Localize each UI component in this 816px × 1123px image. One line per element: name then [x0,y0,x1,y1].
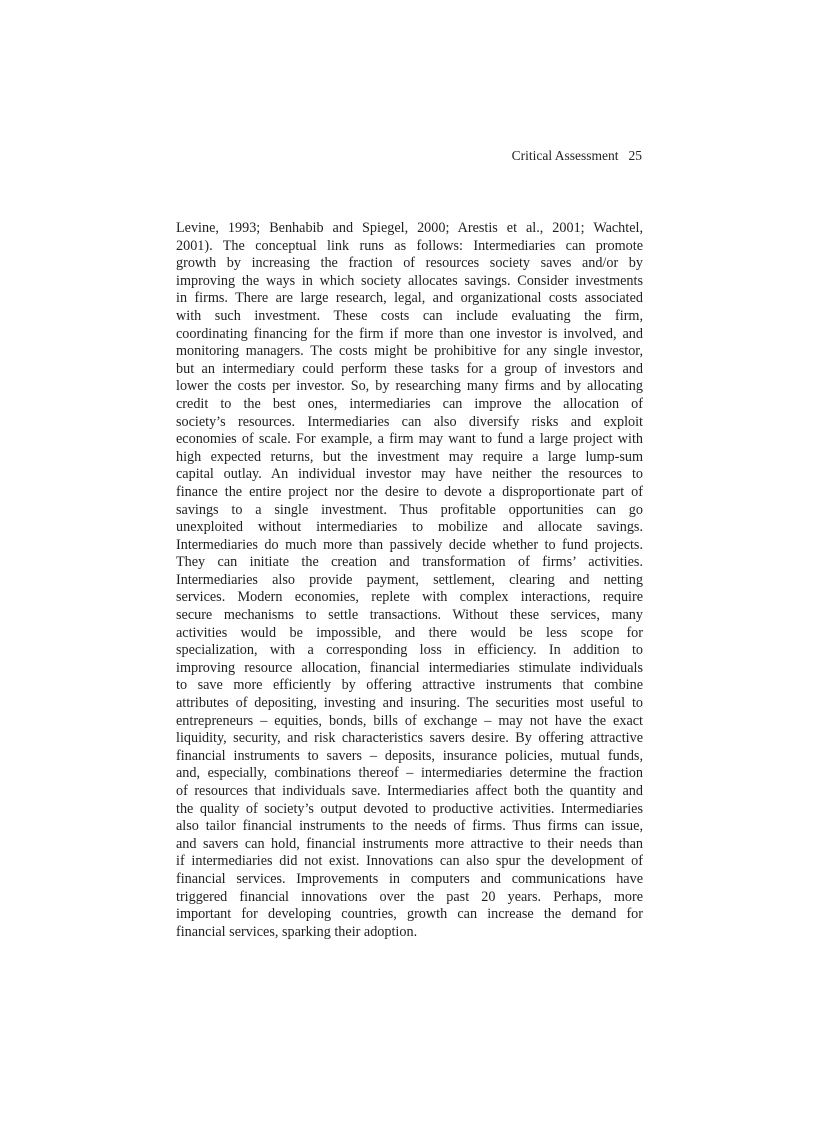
text-line: attributes of depositing, investing and insuring. The securities most useful to [176,695,643,712]
text-line: savings to a single investment. Thus profitable opportunities can go [176,501,643,518]
text-line: the quality of society’s output devoted to productive activities. Intermediaries [176,800,643,817]
text-line: high expected returns, but the investment may require a large lump-sum [176,448,643,465]
text-line: society’s resources. Intermediaries can also diversify risks and exploit [176,413,643,430]
text-line: finance the entire project nor the desire to devote a disproportionate part of [176,483,643,500]
text-line: Intermediaries do much more than passively decide whether to fund projects. [176,536,643,553]
text-line: and, especially, combinations thereof – intermediaries determine the fraction [176,765,643,782]
text-line: financial instruments to savers – deposits, insurance policies, mutual funds, [176,747,643,764]
running-head-title: Critical Assessment [511,148,619,163]
text-line: financial services, sparking their adoption. [176,923,418,940]
text-line: of resources that individuals save. Intermediaries affect both the quantity and [176,783,643,799]
text-line: They can initiate the creation and transformation of firms’ activities. [176,554,643,571]
text-line: coordinating financing for the firm if more than one investor is involved, and [176,325,643,342]
text-line: in firms. There are large research, legal, and organizational costs associated [176,290,643,307]
text-line: with such investment. These costs can include evaluating the firm, [176,307,643,324]
text-line: capital outlay. An individual investor may have neither the resources to [176,466,643,483]
text-line: also tailor financial instruments to the needs of firms. Thus firms can issue, [176,818,643,835]
text-line: to save more efficiently by offering attractive instruments that combine [176,677,643,694]
text-line: Intermediaries also provide payment, settlement, clearing and netting [176,571,643,588]
text-line: lower the costs per investor. So, by researching many firms and by allocating [176,378,643,395]
text-line: unexploited without intermediaries to mobilize and allocate savings. [176,519,643,536]
text-line: 2001). The conceptual link runs as follows: Intermediaries can promote [176,237,643,254]
body-paragraph [176,220,643,941]
text-line: but an intermediary could perform these tasks for a group of investors and [176,360,643,377]
text-line: if intermediaries did not exist. Innovations can also spur the development of [176,853,643,870]
page-number: 25 [628,148,642,163]
text-line: and savers can hold, financial instruments more attractive to their needs than [176,835,643,852]
text-line: economies of scale. For example, a firm may want to fund a large project with [176,431,643,448]
text-line: activities would be impossible, and there would be less scope for [176,624,643,641]
text-line: financial services. Improvements in computers and communications have [176,870,643,887]
text-line: monitoring managers. The costs might be prohibitive for any single investor, [176,343,643,360]
text-line: services. Modern economies, replete with complex interactions, require [176,589,643,606]
text-line: liquidity, security, and risk characteristics savers desire. By offering attractive [176,730,643,747]
text-line: secure mechanisms to settle transactions. Without these services, many [176,607,643,624]
text-line: triggered financial innovations over the past 20 years. Perhaps, more [176,888,643,905]
running-head [512,147,642,165]
text-line: entrepreneurs – equities, bonds, bills of exchange – may not have the exact [176,712,643,729]
text-line: improving the ways in which society allocates savings. Consider investments [176,272,643,289]
text-line: credit to the best ones, intermediaries can improve the allocation of [176,395,643,412]
text-line: Levine, 1993; Benhabib and Spiegel, 2000; Arestis et al., 2001; Wachtel, [176,220,643,236]
text-line: specialization, with a corresponding loss in efficiency. In addition to [176,642,643,659]
text-line: improving resource allocation, financial intermediaries stimulate individuals [176,659,643,676]
text-line: important for developing countries, growth can increase the demand for [176,906,643,923]
text-line: growth by increasing the fraction of resources society saves and/or by [176,255,643,272]
